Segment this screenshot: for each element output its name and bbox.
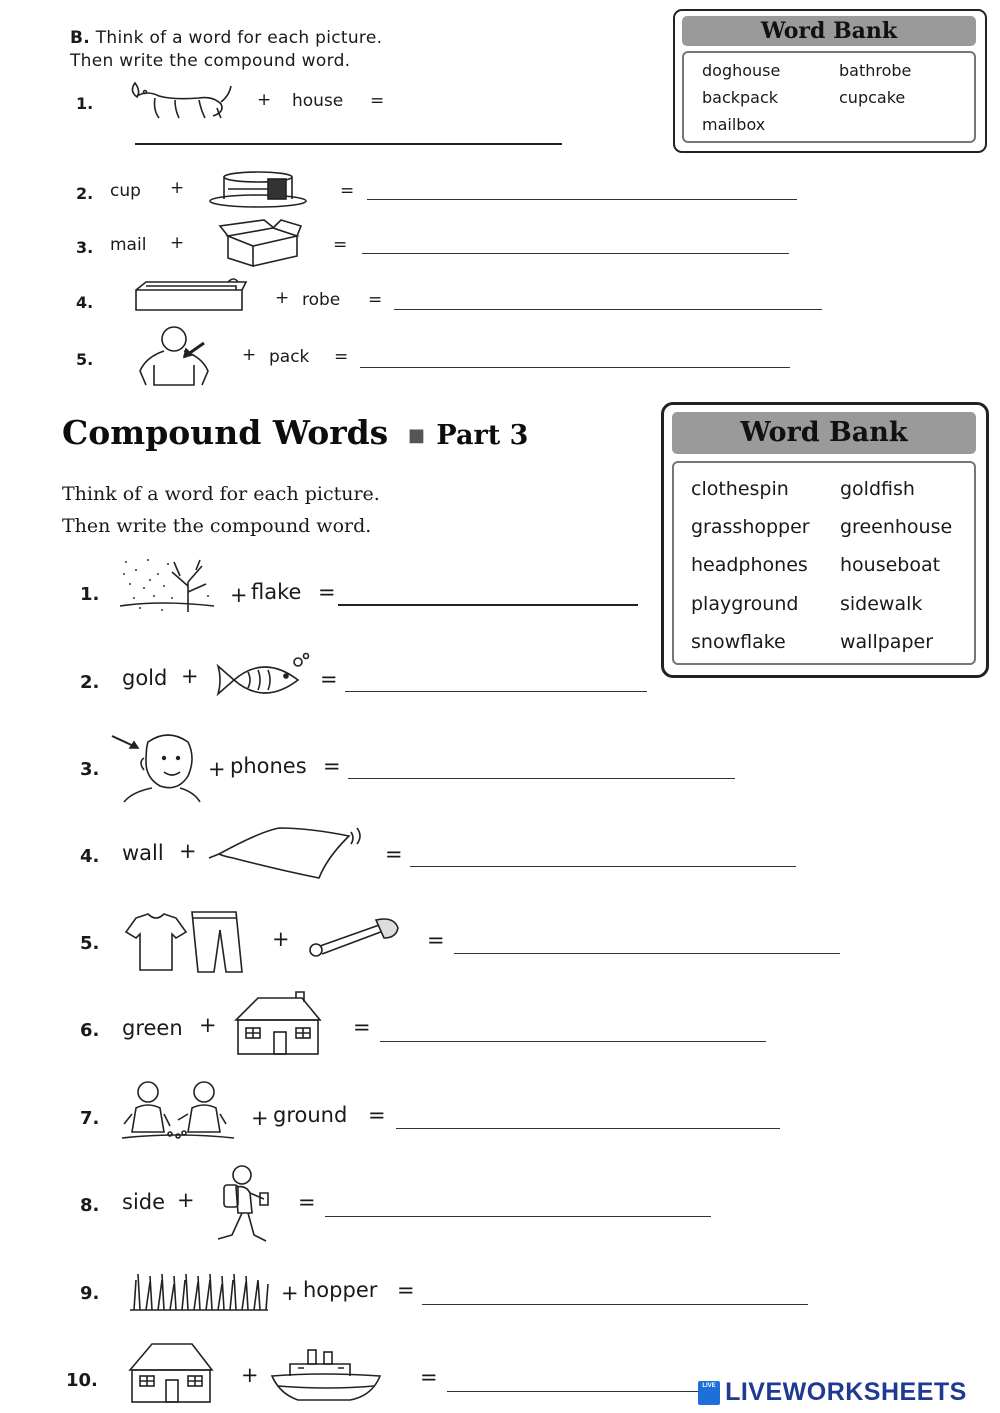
b-item-4-equals: = — [368, 290, 383, 310]
p3-item-4-plus: + — [179, 839, 197, 863]
boat-picture-icon — [268, 1346, 384, 1402]
fish-picture-icon — [214, 652, 312, 708]
word-bank-2-word: houseboat — [840, 554, 941, 576]
p3-item-2-equals: = — [320, 667, 338, 691]
p3-item-6-number: 6. — [80, 1020, 100, 1041]
cake-picture-icon — [208, 167, 310, 209]
b-item-1-word: house — [292, 91, 344, 111]
p3-item-1-plus: + — [230, 583, 248, 607]
p3-item-5-equals: = — [427, 928, 445, 952]
section-b-instruction-2: Then write the compound word. — [70, 51, 351, 71]
b-item-1-equals: = — [370, 91, 385, 111]
b-item-3-word: mail — [110, 235, 147, 255]
part-3-bullet: ■ — [407, 425, 425, 446]
section-b-instruction-text: Think of a word for each picture. — [95, 28, 383, 48]
p3-item-3-word: phones — [230, 754, 307, 778]
b-item-2-plus: + — [170, 178, 185, 198]
part-3-heading — [62, 413, 528, 452]
children-playing-picture-icon — [118, 1078, 238, 1144]
section-b-letter: B. — [70, 28, 91, 48]
back-picture-icon — [134, 325, 214, 387]
liveworksheets-logo-badge: LIVE — [698, 1381, 720, 1405]
b-item-3-equals: = — [333, 235, 348, 255]
p3-item-8-number: 8. — [80, 1195, 100, 1216]
p3-item-1-equals: = — [318, 580, 336, 604]
p3-item-9-word: hopper — [303, 1278, 378, 1302]
p3-item-6-word: green — [122, 1016, 183, 1040]
word-bank-2-word: sidewalk — [840, 593, 923, 615]
b-item-3-number: 3. — [76, 238, 94, 257]
house-picture-icon — [126, 1340, 216, 1404]
b-item-4-word: robe — [302, 290, 341, 310]
b-item-1-plus: + — [257, 90, 272, 110]
p3-item-1-number: 1. — [80, 584, 100, 605]
b-item-4-number: 4. — [76, 293, 94, 312]
p3-item-6-answer-line[interactable] — [380, 1041, 766, 1042]
p3-item-5-plus: + — [272, 927, 290, 951]
p3-item-4-equals: = — [385, 842, 403, 866]
part-3-instruction-2: Then write the compound word. — [62, 515, 372, 537]
p3-item-3-equals: = — [323, 754, 341, 778]
p3-item-6-plus: + — [199, 1013, 217, 1037]
word-bank-2-word: goldfish — [840, 478, 915, 500]
b-item-5-number: 5. — [76, 350, 94, 369]
p3-item-1-word: flake — [251, 580, 302, 604]
p3-item-3-answer-line[interactable] — [348, 778, 735, 779]
word-bank-1-word: mailbox — [702, 115, 766, 134]
word-bank-2-word: grasshopper — [691, 516, 810, 538]
p3-item-7-answer-line[interactable] — [396, 1128, 780, 1129]
p3-item-5-number: 5. — [80, 933, 100, 954]
word-bank-1 — [673, 9, 987, 153]
p3-item-7-plus: + — [251, 1106, 269, 1130]
word-bank-2-word: playground — [691, 593, 799, 615]
b-item-5-answer-line[interactable] — [360, 367, 790, 368]
word-bank-2-word: headphones — [691, 554, 808, 576]
safety-pin-picture-icon — [306, 916, 402, 962]
p3-item-7-number: 7. — [80, 1108, 100, 1129]
b-item-1-number: 1. — [76, 94, 94, 113]
word-bank-1-word: bathrobe — [839, 61, 912, 80]
p3-item-10-answer-line[interactable] — [447, 1391, 707, 1392]
word-bank-2-word: greenhouse — [840, 516, 953, 538]
section-b-instruction-1 — [70, 28, 382, 48]
word-bank-2-word: snowflake — [691, 631, 786, 653]
liveworksheets-brand: LIVEWORKSHEETS — [725, 1378, 967, 1406]
p3-item-6-equals: = — [353, 1015, 371, 1039]
p3-item-8-answer-line[interactable] — [325, 1216, 711, 1217]
part-3-instruction-1: Think of a word for each picture. — [62, 483, 380, 505]
p3-item-9-equals: = — [397, 1278, 415, 1302]
p3-item-3-number: 3. — [80, 759, 100, 780]
head-picture-icon — [108, 728, 198, 804]
b-item-5-plus: + — [242, 345, 257, 365]
p3-item-8-plus: + — [177, 1188, 195, 1212]
bathtub-picture-icon — [132, 278, 247, 316]
b-item-2-number: 2. — [76, 184, 94, 203]
word-bank-1-word: doghouse — [702, 61, 781, 80]
b-item-4-plus: + — [275, 288, 290, 308]
b-item-2-word: cup — [110, 181, 141, 201]
word-bank-1-word: backpack — [702, 88, 779, 107]
grass-picture-icon — [130, 1268, 270, 1312]
b-item-3-answer-line[interactable] — [362, 253, 789, 254]
b-item-2-equals: = — [340, 181, 355, 201]
part-3-subtitle: Part 3 — [436, 420, 529, 451]
word-bank-2-title: Word Bank — [672, 412, 976, 454]
p3-item-10-number: 10. — [66, 1370, 98, 1391]
b-item-5-word: pack — [269, 347, 310, 367]
liveworksheets-watermark[interactable] — [698, 1378, 967, 1408]
p3-item-9-number: 9. — [80, 1283, 100, 1304]
b-item-3-plus: + — [170, 233, 185, 253]
p3-item-9-plus: + — [281, 1281, 299, 1305]
p3-item-7-word: ground — [273, 1103, 348, 1127]
p3-item-4-number: 4. — [80, 846, 100, 867]
p3-item-3-plus: + — [208, 757, 226, 781]
p3-item-8-equals: = — [298, 1190, 316, 1214]
b-item-4-answer-line[interactable] — [394, 309, 822, 310]
clothes-picture-icon — [116, 908, 256, 976]
house-picture-icon — [232, 992, 324, 1056]
p3-item-7-equals: = — [368, 1103, 386, 1127]
p3-item-2-plus: + — [181, 664, 199, 688]
b-item-2-answer-line[interactable] — [367, 199, 797, 200]
word-bank-2-word: wallpaper — [840, 631, 934, 653]
p3-item-5-answer-line[interactable] — [454, 953, 840, 954]
snow-tree-picture-icon — [120, 556, 216, 614]
walking-boy-picture-icon — [208, 1163, 274, 1247]
p3-item-2-word: gold — [122, 666, 168, 690]
b-item-5-equals: = — [334, 347, 349, 367]
word-bank-1-title: Word Bank — [682, 16, 976, 46]
p3-item-4-answer-line[interactable] — [410, 866, 796, 867]
p3-item-1-answer-line[interactable] — [338, 604, 638, 606]
word-bank-2-word: clothespin — [691, 478, 789, 500]
paper-picture-icon — [205, 826, 365, 884]
p3-item-2-answer-line[interactable] — [345, 691, 647, 692]
b-item-1-answer-line[interactable] — [135, 143, 562, 145]
p3-item-4-word: wall — [122, 841, 164, 865]
p3-item-9-answer-line[interactable] — [422, 1304, 808, 1305]
word-bank-1-word: cupcake — [839, 88, 906, 107]
dog-picture-icon — [125, 78, 235, 123]
p3-item-10-equals: = — [420, 1365, 438, 1389]
p3-item-8-word: side — [122, 1190, 166, 1214]
word-bank-2 — [661, 402, 989, 678]
p3-item-2-number: 2. — [80, 672, 100, 693]
part-3-title: Compound Words — [62, 413, 389, 452]
box-picture-icon — [218, 220, 303, 268]
p3-item-10-plus: + — [241, 1363, 259, 1387]
